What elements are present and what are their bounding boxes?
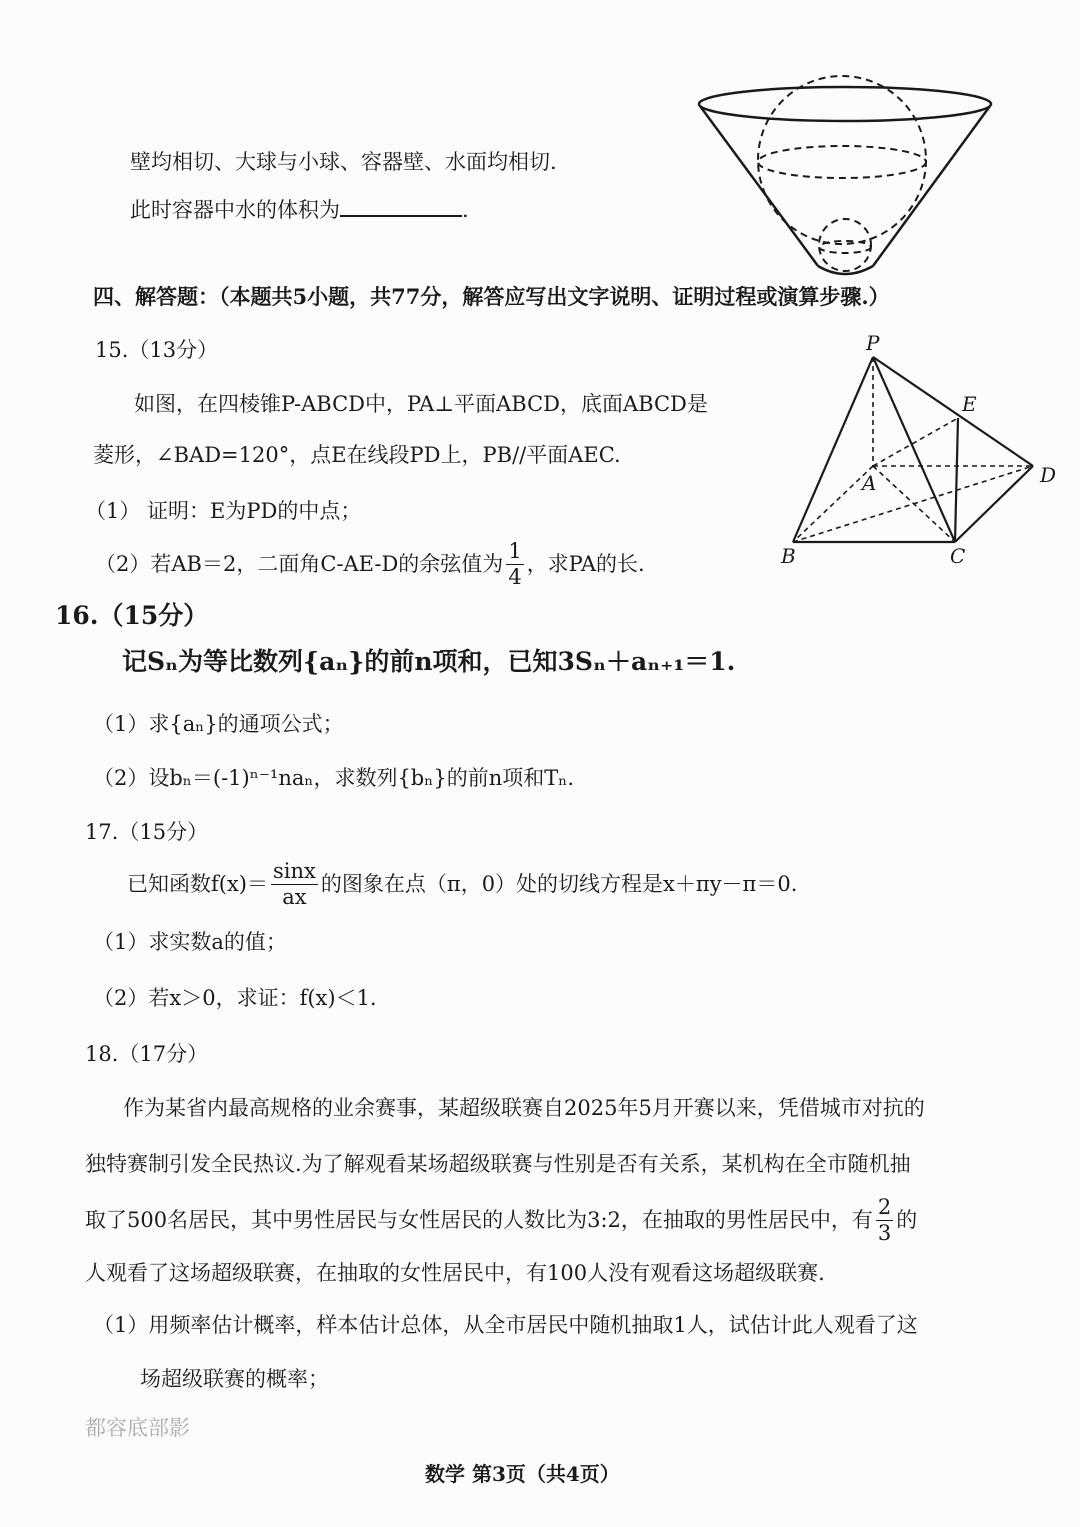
q18-header: 18.（17分） (85, 1042, 209, 1066)
diagonal-BD (793, 466, 1033, 542)
q14-line2-period: . (462, 198, 469, 222)
edge-PB (793, 357, 873, 542)
label-C: C (950, 544, 966, 568)
fraction-two-thirds (876, 1197, 893, 1244)
q14-line2 (130, 197, 469, 223)
q16-stem: 记Sₙ为等比数列{aₙ}的前n项和，已知3Sₙ＋aₙ₊₁＝1. (122, 647, 736, 676)
q14-line2-text: 此时容器中水的体积为 (130, 198, 340, 222)
q17-part2: （2）若x＞0，求证：f(x)＜1. (93, 986, 377, 1010)
q17-header: 17.（15分） (85, 820, 209, 844)
edge-PD (873, 357, 1033, 466)
q18-line3-text: 取了500名居民，其中男性居民与女性居民的人数比为3:2，在抽取的男性居民中，有 (85, 1207, 873, 1232)
segment-AE (873, 418, 958, 466)
label-P: P (866, 331, 880, 355)
fraction-denominator: 4 (508, 565, 522, 589)
cone-rim-ellipse (699, 87, 991, 121)
q18-part1-line2: 场超级联赛的概率； (140, 1367, 329, 1391)
edge-AB (793, 466, 873, 542)
q18-line2: 独特赛制引发全民热议.为了解观看某场超级联赛与性别是否有关系，某机构在全市随机抽 (85, 1152, 911, 1176)
q18-line3-suffix: 的 (896, 1207, 918, 1232)
q15-part2 (95, 541, 645, 588)
q16-part1: （1）求{aₙ}的通项公式； (93, 712, 344, 736)
q15-part2-suffix: ，求PA的长. (526, 551, 645, 576)
edge-AC (873, 466, 955, 542)
segment-EC (955, 418, 958, 542)
faded-text-fragment: 都容底部影 (85, 1416, 190, 1440)
q18-line3 (85, 1197, 917, 1244)
fraction-denominator: ax (282, 885, 307, 909)
fraction-denominator: 3 (877, 1221, 892, 1245)
q17-stem (127, 861, 797, 908)
answer-blank (340, 197, 462, 217)
section-heading: 四、解答题：（本题共5小题，共77分，解答应写出文字说明、证明过程或演算步骤.） (93, 284, 890, 309)
label-A: A (862, 471, 877, 495)
q17-stem-prefix: 已知函数f(x)＝ (127, 871, 269, 896)
page-footer: 数学 第3页（共4页） (425, 1462, 620, 1486)
large-sphere (758, 76, 926, 244)
label-E: E (962, 392, 977, 416)
q18-part1-line1: （1）用频率估计概率，样本估计总体，从全市居民中随机抽取1人，试估计此人观看了这 (93, 1313, 918, 1337)
q15-part1: （1） 证明：E为PD的中点； (85, 499, 362, 523)
fraction-numerator: 1 (508, 539, 522, 563)
fraction-numerator: 2 (877, 1195, 892, 1219)
q17-part1: （1）求实数a的值； (93, 930, 287, 954)
q15-line2: 菱形，∠BAD=120°，点E在线段PD上，PB//平面AEC. (93, 443, 621, 467)
large-sphere-equator (758, 146, 926, 178)
label-D: D (1040, 463, 1057, 487)
q15-header: 15.（13分） (95, 338, 219, 362)
cone-apex-arc (818, 266, 873, 274)
q15-line1: 如图，在四棱锥P-ABCD中，PA⊥平面ABCD，底面ABCD是 (134, 392, 708, 416)
q18-line1: 作为某省内最高规格的业余赛事，某超级联赛自2025年5月开赛以来，凭借城市对抗的 (123, 1096, 925, 1120)
edge-PC (873, 357, 955, 542)
label-B: B (781, 544, 796, 568)
fraction-numerator: sinx (273, 859, 316, 883)
q16-header: 16.（15分） (55, 601, 209, 630)
fraction-sinx-over-ax (271, 861, 318, 908)
q18-line4: 人观看了这场超级联赛，在抽取的女性居民中，有100人没有观看这场超级联赛. (85, 1261, 825, 1285)
q16-part2: （2）设bₙ＝(-1)ⁿ⁻¹naₙ，求数列{bₙ}的前n项和Tₙ. (93, 766, 574, 790)
q15-part2-text: （2）若AB＝2，二面角C-AE-D的余弦值为 (95, 551, 504, 576)
cone-left-edge (700, 106, 818, 266)
q14-line1: 壁均相切、大球与小球、容器壁、水面均相切. (130, 150, 557, 174)
fraction-one-quarter (506, 541, 523, 588)
small-sphere-equator (819, 241, 871, 253)
edge-CD (955, 466, 1033, 542)
q17-stem-suffix: 的图象在点（π，0）处的切线方程是x＋πy－π＝0. (320, 871, 798, 896)
cone-right-edge (873, 106, 990, 266)
small-sphere (819, 219, 871, 271)
